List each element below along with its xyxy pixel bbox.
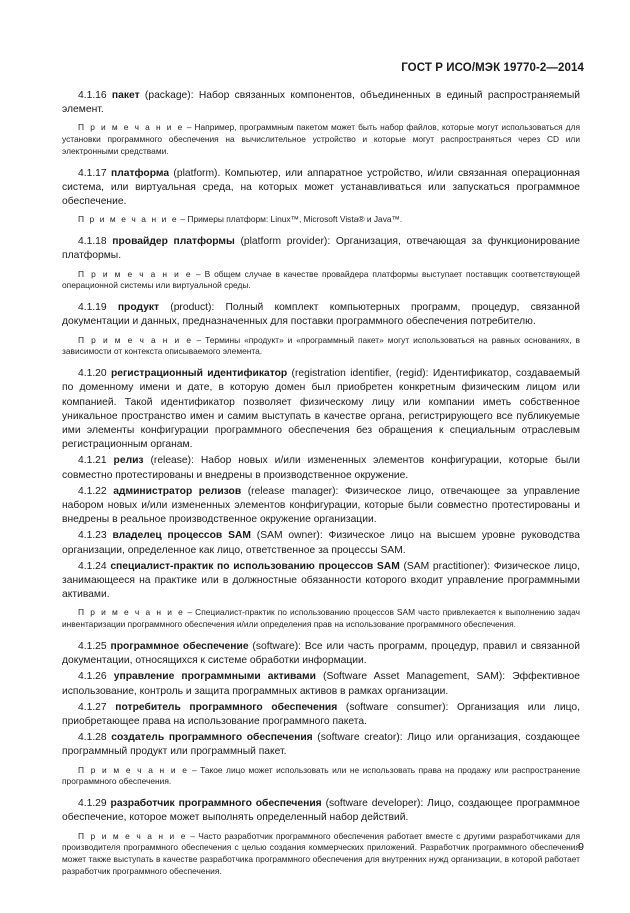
term-number: 4.1.29 — [78, 798, 107, 810]
term-entry-release — [62, 454, 580, 482]
note-software-developer — [62, 831, 580, 878]
page-number: 9 — [578, 841, 584, 853]
term-number: 4.1.17 — [78, 167, 107, 179]
term-number: 4.1.28 — [78, 732, 107, 744]
term-title: программное обеспечение — [110, 641, 249, 653]
note-package — [62, 122, 580, 157]
term-title: создатель программного обеспечения — [111, 732, 313, 744]
term-title: владелец процессов SAM — [112, 530, 251, 542]
note-text: – Термины «продукт» и «программный пакет» могут использоваться на равных основаниях, в зависимости от контекста описываемого элемента. — [62, 334, 580, 357]
term-entry-regid — [62, 367, 580, 452]
note-sam-practitioner — [62, 607, 580, 631]
term-entry-package — [62, 89, 580, 117]
page-content — [62, 89, 580, 887]
term-number: 4.1.18 — [78, 236, 107, 248]
note-label: П р и м е ч а н и е — [78, 268, 193, 279]
note-label: П р и м е ч а н и е — [78, 334, 193, 345]
term-title: провайдер платформы — [112, 236, 235, 248]
standard-header: ГОСТ Р ИСО/МЭК 19770-2—2014 — [401, 62, 584, 74]
term-title: управление программными активами — [113, 671, 316, 683]
term-definition: (Software Asset Management, SAM): Эффективное использование, контроль и защита программных активов в рамках организации. — [62, 671, 580, 697]
term-number: 4.1.24 — [78, 560, 107, 572]
term-entry-software — [62, 640, 580, 668]
term-definition: (SAM practitioner): Физическое лицо, занимающееся на практике или в должностные обязанности которого входит управление программными активами. — [62, 560, 580, 601]
term-definition: (package): Набор связанных компонентов, объединенных в единый распространяемый элемент. — [62, 90, 580, 116]
term-title: пакет — [111, 90, 140, 101]
term-title: платформа — [111, 167, 170, 179]
term-number: 4.1.25 — [78, 641, 107, 653]
note-platform — [62, 214, 580, 226]
term-entry-release-manager — [62, 485, 580, 528]
term-title: продукт — [117, 302, 160, 314]
term-definition: (release manager): Физическое лицо, отвечающее за управление набором новых и/или измененных элементов конфигурации, которые были совместно протестированы и внедрены в реальное производственное окружение организации. — [62, 485, 580, 526]
term-entry-software-developer — [62, 797, 580, 825]
term-entry-platform — [62, 167, 580, 210]
term-entry-platform-provider — [62, 235, 580, 263]
term-definition: (software consumer): Организация или лицо, приобретающее права на использование программного пакета. — [62, 701, 580, 728]
note-label: П р и м е ч а н и е — [78, 214, 179, 225]
note-label: П р и м е ч а н и е — [78, 607, 185, 618]
term-number: 4.1.27 — [78, 701, 107, 713]
term-definition: (SAM owner): Физическое лицо на высшем уровне руководства организации, определенное как лицо, ответственное за процессы SAM. — [62, 530, 580, 556]
note-text: – Например, программным пакетом может быть набор файлов, которые могут использоваться для установки программного обеспечения на вычислительное устройство и которые могут распространяться через CD или электронными средствами. — [62, 122, 580, 156]
term-definition: (software developer): Лицо, создающее программное обеспечение, которое может выполнять определенный набор действий. — [62, 798, 580, 824]
term-entry-product — [62, 301, 580, 329]
term-entry-software-consumer — [62, 701, 580, 729]
term-entry-software-creator — [62, 731, 580, 759]
note-product — [62, 335, 580, 359]
term-definition: (release): Набор новых и/или измененных элементов конфигурации, которые были совместно протестированы и внедрены в производственное окружение. — [62, 455, 580, 481]
note-software-creator — [62, 765, 580, 789]
note-text: – В общем случае в качестве провайдера платформы выступает поставщик соответствующей операционной системы или виртуальной среды. — [62, 268, 580, 291]
term-definition: (platform provider): Организация, отвечающая за функционирование платформы. — [62, 236, 580, 262]
term-number: 4.1.16 — [78, 90, 107, 101]
note-text: – Примеры платформ: Linux™, Microsoft Vista® и Java™. — [178, 214, 403, 225]
term-definition: (platform). Компьютер, или аппаратное устройство, и/или связанная операционная система, или виртуальная среда, на которых может устанавливаться или запускаться программное обеспечение. — [62, 167, 580, 208]
note-label: П р и м е ч а н и е — [78, 830, 187, 841]
term-title: релиз — [113, 455, 144, 467]
term-definition: (software creator): Лицо или организация, создающее программный продукт или программный пакет. — [62, 732, 580, 758]
term-entry-sam-owner — [62, 529, 580, 557]
note-text: – Такое лицо может использовать или не использовать права на продажу или распространение программного обеспечения. — [62, 764, 580, 787]
term-number: 4.1.19 — [78, 302, 107, 314]
term-entry-sam-practitioner — [62, 560, 580, 603]
term-definition: (registration identifier, (regid): Идентификатор, создаваемый по доменному имени и дате, в которую домен был приобретен конкретным физическим лицом или компанией. Такой идентификатор позволяет физическому лицу или компании иметь собственное уникальное пространство имен и самим выступать в качестве органа, регистрирующего все публикуемые ими элементы конфигурации программного обеспечения без обращения к специальным отраслевым регистрационным органам. — [62, 368, 580, 451]
term-definition: (product): Полный комплект компьютерных программ, процедур, связанной документации и данных, предназначенных для поставки программного обеспечения потребителю. — [62, 302, 580, 328]
term-number: 4.1.26 — [78, 671, 107, 683]
note-text: – Специалист-практик по использованию процессов SAM часто привлекается к выполнению задач инвентаризации программного обеспечения и/или определения прав на использование программного обеспечения. — [62, 607, 580, 630]
term-title: регистрационный идентификатор — [111, 368, 288, 380]
term-definition: (software): Все или часть программ, процедур, правил и связанной документации, относящихся к системе обработки информации. — [62, 641, 580, 667]
term-number: 4.1.23 — [78, 530, 107, 542]
note-text: – Часто разработчик программного обеспечения работает вместе с другими разработчиками для производителя программного обеспечения с целью создания коммерческих приложений. Разработчик программного обеспечения может также выступать в качестве разработчика программного обеспечения для внутренних нужд организации, в которой работает разработчик программного обеспечения. — [62, 830, 580, 877]
term-entry-sam — [62, 670, 580, 698]
term-title: потребитель программного обеспечения — [115, 701, 338, 713]
note-label: П р и м е ч а н и е — [78, 122, 184, 133]
term-title: специалист-практик по использованию процессов SAM — [110, 560, 400, 572]
note-platform-provider — [62, 269, 580, 293]
term-number: 4.1.21 — [78, 455, 107, 467]
term-number: 4.1.20 — [78, 368, 107, 380]
term-title: разработчик программного обеспечения — [110, 798, 322, 810]
note-label: П р и м е ч а н и е — [78, 764, 189, 775]
term-number: 4.1.22 — [78, 485, 107, 497]
term-title: администратор релизов — [113, 485, 242, 497]
